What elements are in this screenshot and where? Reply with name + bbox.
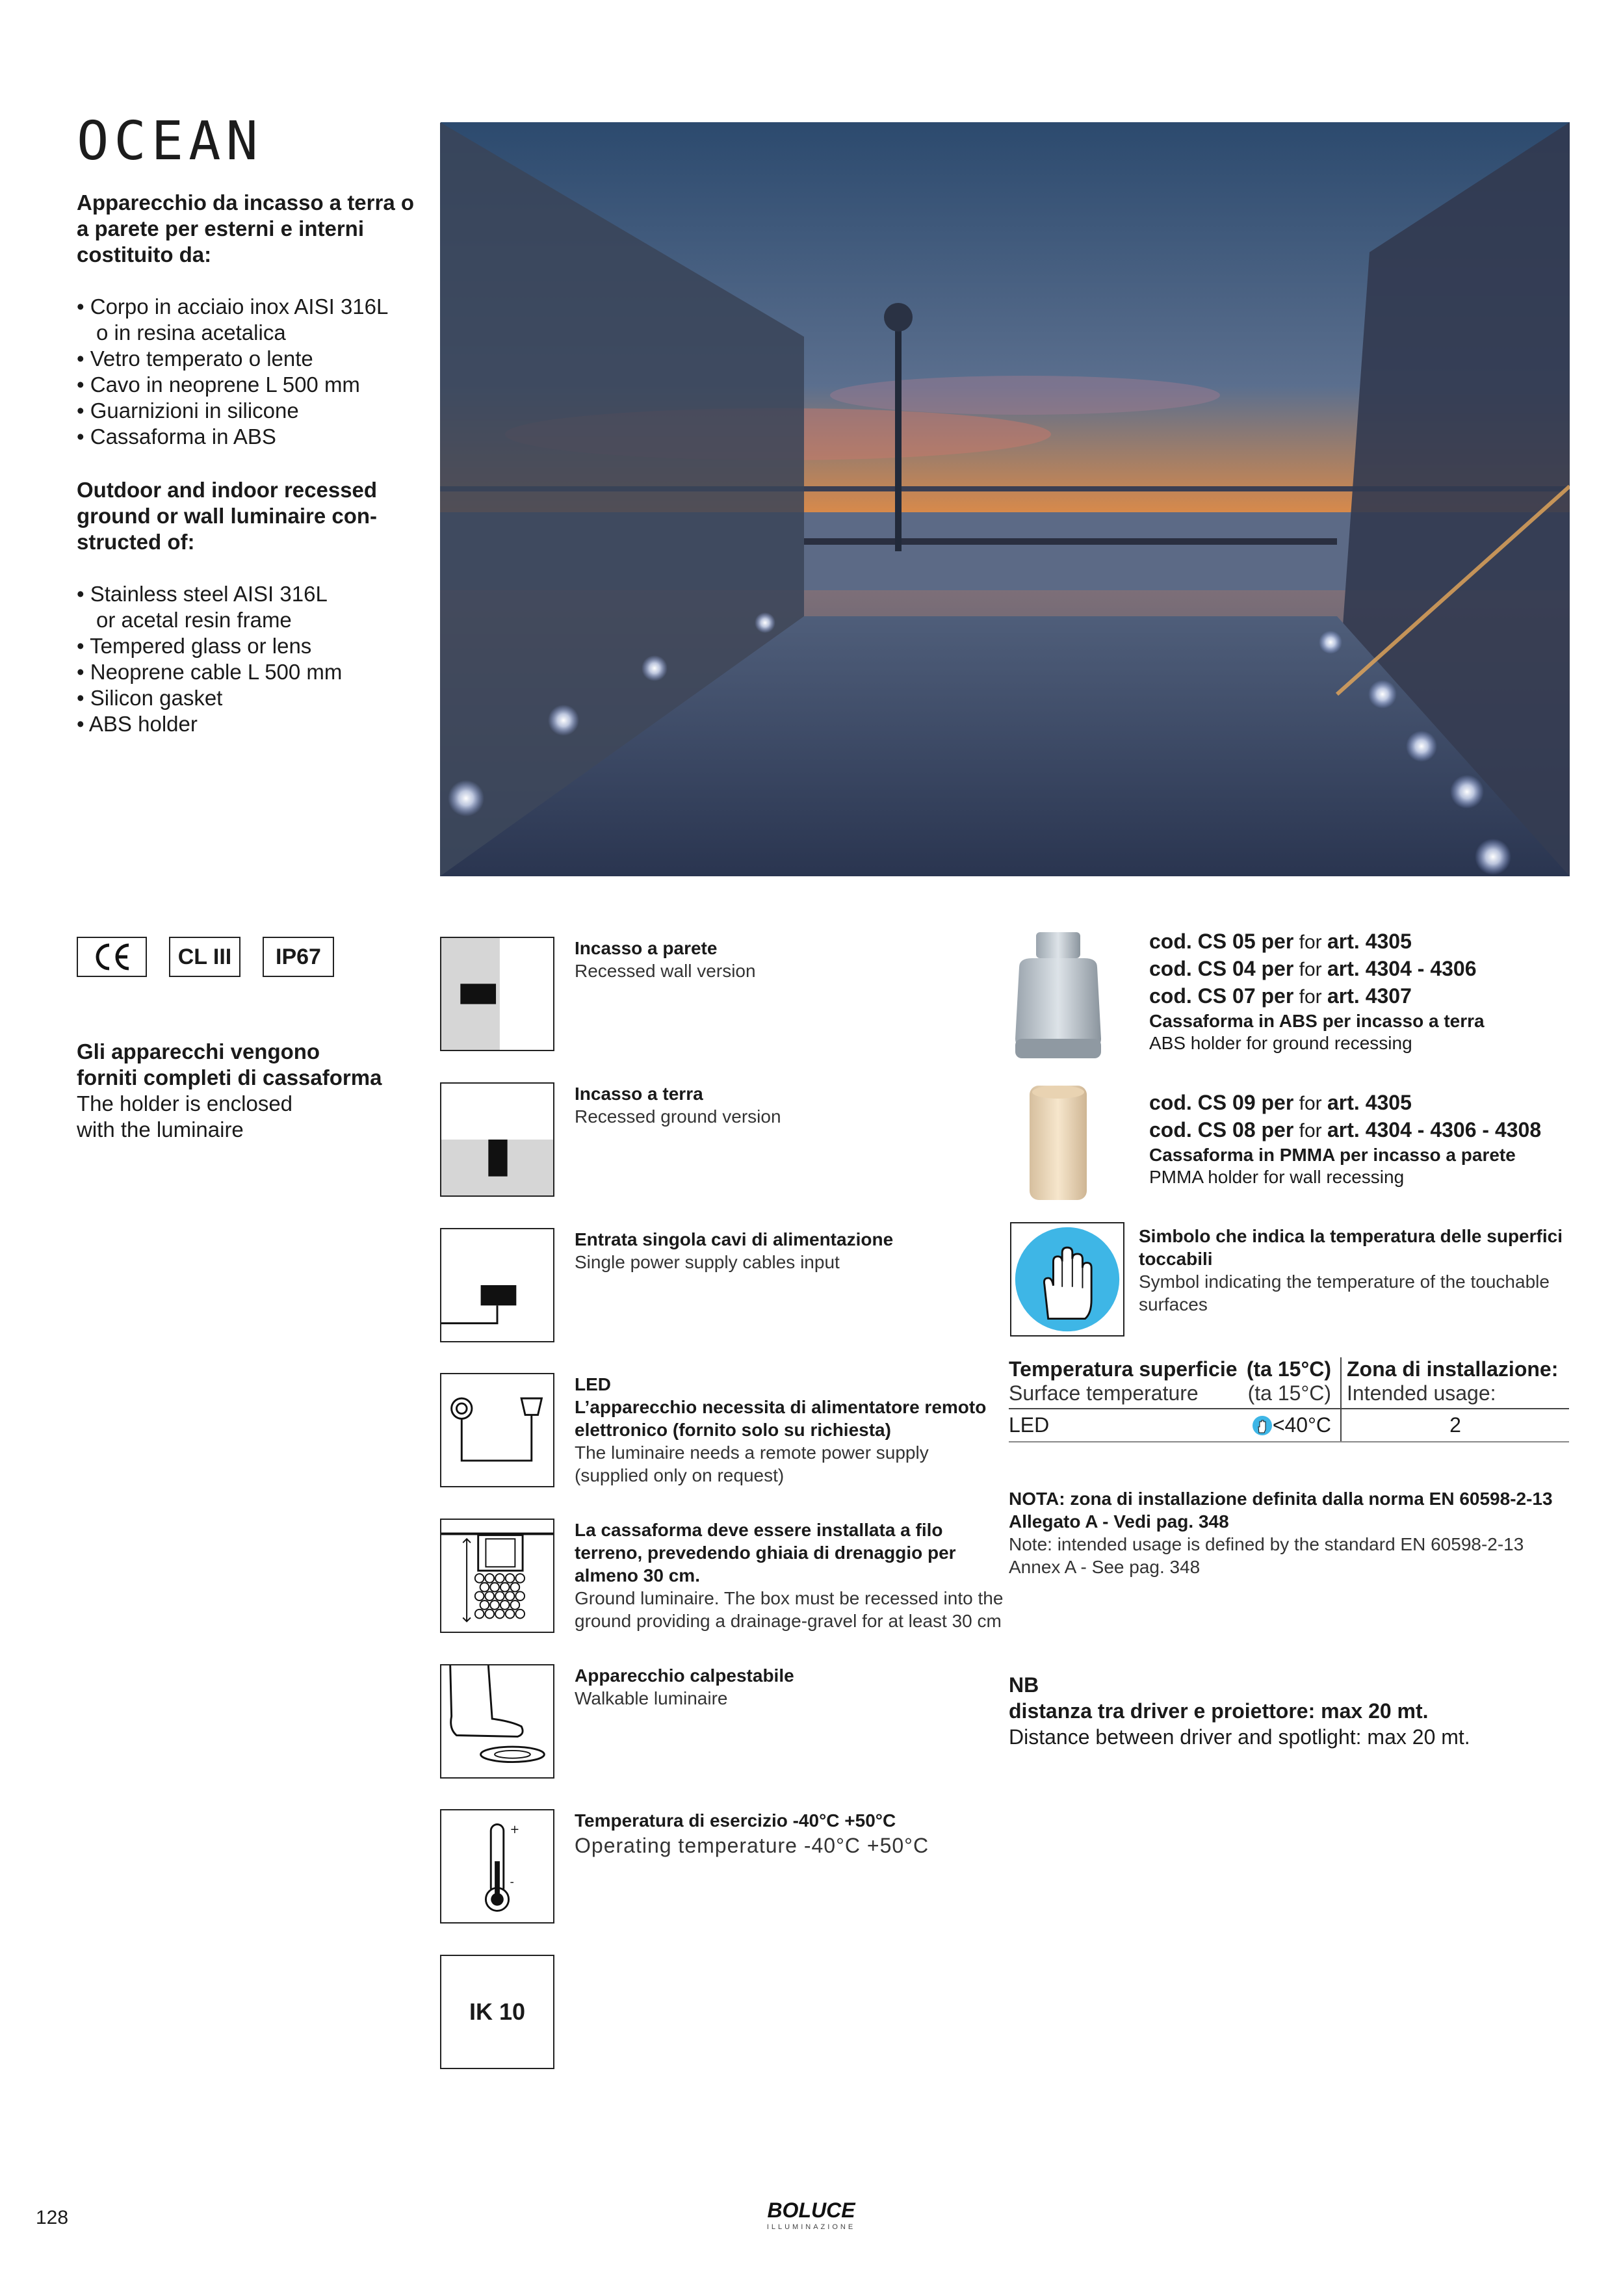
list-item: • Guarnizioni in silicone bbox=[77, 398, 299, 423]
temp-row-value: <40°C bbox=[1272, 1413, 1331, 1437]
single-cable-icon bbox=[440, 1228, 554, 1342]
list-item: • Cavo in neoprene L 500 mm bbox=[77, 372, 360, 397]
abs-holder-image bbox=[1006, 928, 1110, 1071]
holder-note-it: Gli apparecchi vengono bbox=[77, 1039, 320, 1063]
svg-text:-: - bbox=[510, 1875, 514, 1889]
list-item: • Stainless steel AISI 316L or acetal resin frame bbox=[77, 582, 328, 632]
feature-wall: Incasso a parete Recessed wall version bbox=[575, 938, 756, 981]
holder-note-it-2: forniti completi di cassaforma bbox=[77, 1065, 382, 1089]
abs-holder-codes: cod. CS 05 per for art. 4305 cod. CS 04 per for art. 4304 - 4306 cod. CS 07 per for art. 4307 Cassaforma in ABS per incasso a terra ABS holder for ground recessing bbox=[1149, 930, 1485, 1053]
list-item: • Tempered glass or lens bbox=[77, 634, 312, 658]
walkable-icon bbox=[440, 1664, 554, 1779]
holder-note bbox=[77, 1039, 415, 1143]
feature-ground: Incasso a terra Recessed ground version bbox=[575, 1084, 781, 1127]
svg-text:+: + bbox=[510, 1823, 520, 1837]
hand-temperature-icon bbox=[1010, 1222, 1124, 1337]
ik-rating-badge: IK 10 bbox=[440, 1955, 554, 2069]
list-item: • Corpo in acciaio inox AISI 316L o in resina acetalica bbox=[77, 294, 389, 345]
svg-text:ILLUMINAZIONE: ILLUMINAZIONE bbox=[766, 2223, 856, 2231]
intro-english bbox=[77, 477, 415, 737]
hero-photo bbox=[440, 122, 1570, 876]
temp-row-label: LED bbox=[1009, 1413, 1050, 1437]
norm-note: NOTA: zona di installazione definita dalla norma EN 60598-2-13 Allegato A - Vedi pag. 348 Note: intended usage is defined by the standard EN 60598-2-13 Annex A - See pag. 348 bbox=[1009, 1489, 1553, 1577]
nb-note: NB distanza tra driver e proiettore: max 20 mt. Distance between driver and spotlight: max 20 mt. bbox=[1009, 1673, 1470, 1749]
feature-cable: Entrata singola cavi di alimentazione Single power supply cables input bbox=[575, 1229, 894, 1272]
intro-en-list bbox=[77, 581, 415, 737]
temperature-table: Temperatura superficie (ta 15°C) Surface temperature (ta 15°C) Zona di installazione: Intended usage: LED <40°C 2 bbox=[1009, 1357, 1569, 1442]
wall-recessed-icon bbox=[440, 937, 554, 1051]
ce-mark-badge bbox=[77, 937, 147, 977]
intro-en-heading: Outdoor and indoor recessed ground or wall luminaire con-structed of: bbox=[77, 478, 378, 554]
brand-logo bbox=[746, 2199, 876, 2232]
temp-row-zone: 2 bbox=[1341, 1409, 1569, 1442]
touch-symbol-text: Simbolo che indica la temperatura delle superfici toccabili Symbol indicating the temperature of the touchable surfaces bbox=[1139, 1226, 1563, 1314]
list-item: • Cassaforma in ABS bbox=[77, 424, 276, 449]
intro-it-heading: Apparecchio da incasso a terra o a parete per esterni e interni costituito da: bbox=[77, 190, 415, 267]
ce-mark-icon bbox=[92, 943, 131, 971]
feature-temperature: Temperatura di esercizio -40°C +50°C Operating temperature -40°C +50°C bbox=[575, 1810, 929, 1857]
list-item: • ABS holder bbox=[77, 712, 198, 736]
ground-recessed-icon bbox=[440, 1082, 554, 1197]
svg-text:BOLUCE: BOLUCE bbox=[767, 2199, 855, 2222]
feature-walkable: Apparecchio calpestabile Walkable luminaire bbox=[575, 1665, 794, 1708]
pmma-holder-image bbox=[1026, 1084, 1091, 1201]
list-item: • Silicon gasket bbox=[77, 686, 223, 710]
intro-it-list bbox=[77, 294, 415, 450]
class-badge: CL III bbox=[169, 937, 240, 977]
remote-driver-icon bbox=[440, 1373, 554, 1487]
holder-note-en: The holder is enclosed bbox=[77, 1091, 293, 1115]
page-title: OCEAN bbox=[77, 111, 263, 172]
thermometer-icon bbox=[440, 1809, 554, 1924]
list-item: • Vetro temperato o lente bbox=[77, 346, 313, 371]
intro-italian bbox=[77, 190, 415, 450]
holder-note-en-2: with the luminaire bbox=[77, 1117, 244, 1141]
page-number: 128 bbox=[36, 2207, 69, 2228]
hand-temperature-icon bbox=[1252, 1415, 1273, 1436]
feature-drainage: La cassaforma deve essere installata a filo terreno, prevedendo ghiaia di drenaggio per almeno 30 cm. Ground luminaire. The box must be recessed into the ground providing a drainage-gravel for at least 30 cm bbox=[575, 1520, 1004, 1631]
ip-badge: IP67 bbox=[263, 937, 334, 977]
feature-led: LED L’apparecchio necessita di alimentatore remoto elettronico (fornito solo su richiesta) The luminaire needs a remote power supply (supplied only on request) bbox=[575, 1374, 987, 1485]
list-item: • Neoprene cable L 500 mm bbox=[77, 660, 343, 684]
pmma-holder-codes: cod. CS 09 per for art. 4305 cod. CS 08 per for art. 4304 - 4306 - 4308 Cassaforma in PMMA per incasso a parete PMMA holder for wall recessing bbox=[1149, 1091, 1542, 1187]
drainage-gravel-icon bbox=[440, 1519, 554, 1633]
